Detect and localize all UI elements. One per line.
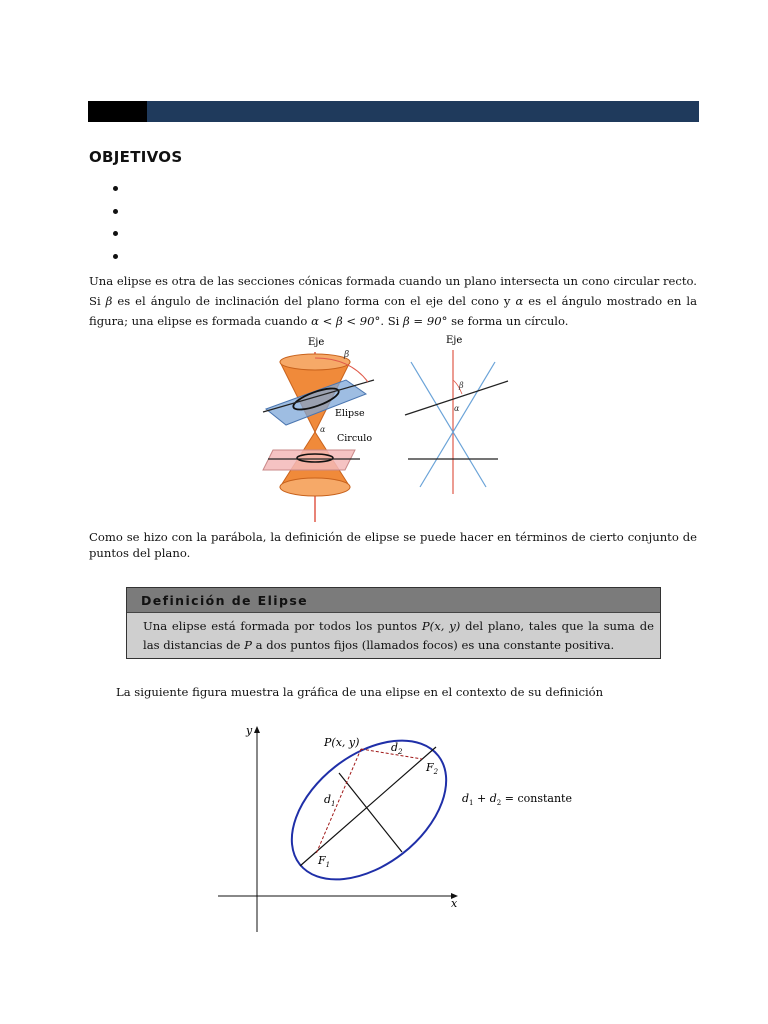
y-axis-label: y (246, 724, 253, 737)
figure-caption: La siguiente figura muestra la gráfica de una elipse en el contexto de su definición (116, 685, 604, 699)
section-title: OBJETIVOS (89, 148, 183, 166)
definition-intro-paragraph: Como se hizo con la parábola, la definición de elipse se puede hacer en términos de cierto conjunto de puntos del plano. (89, 530, 697, 560)
definition-box (126, 587, 661, 659)
intro-paragraph: Una elipse es otra de las secciones cónicas formada cuando un plano intersecta un cono circular recto. Si β es el ángulo de inclinación del plano forma con el eje del cono y α es el ángulo mostrado en la figura; una elipse es formada cuando α < β < 90°. Si β = 90° se forma un círculo. (89, 274, 697, 328)
svg-text:d2: $d_2$ (391, 741, 403, 756)
definition-body: Una elipse está formada por todos los puntos P(x, y) del plano, tales que la suma de las distancias de P a dos puntos fijos (llamados focos) es una constante positiva. (143, 619, 654, 652)
ellipse-label: Elipse (335, 408, 365, 419)
header-bar-accent (88, 101, 147, 122)
major-axis (300, 747, 436, 866)
x-axis-label: x (451, 897, 458, 910)
left-axis-label: Eje (308, 337, 325, 348)
focus1-label: $F_1$ (318, 854, 331, 869)
horizontal-plane (263, 450, 355, 470)
svg-text:α: α (320, 425, 326, 434)
svg-text:α: α (454, 404, 460, 413)
bullet-icon (113, 254, 118, 259)
bullet-icon (113, 231, 118, 236)
svg-text:β: β (459, 381, 464, 390)
focus2-label: $F_2$ (426, 761, 439, 776)
sum-equation: $d_1 + d_2$ = constante (462, 792, 572, 807)
circle-label: Circulo (337, 433, 373, 444)
svg-text:d1: $d_1$ (324, 793, 336, 808)
ellipse-definition-figure (210, 718, 580, 936)
header-bar (88, 101, 699, 122)
cone-section-figure (258, 332, 528, 524)
right-axis-label: Eje (446, 335, 463, 346)
ellipse-curve (266, 718, 472, 908)
definition-title: Definición de Elipse (127, 588, 660, 613)
point-label: P(x, y) (324, 736, 360, 749)
bullet-icon (113, 209, 118, 214)
svg-text:β: β (344, 350, 350, 360)
bullet-icon (113, 186, 118, 191)
